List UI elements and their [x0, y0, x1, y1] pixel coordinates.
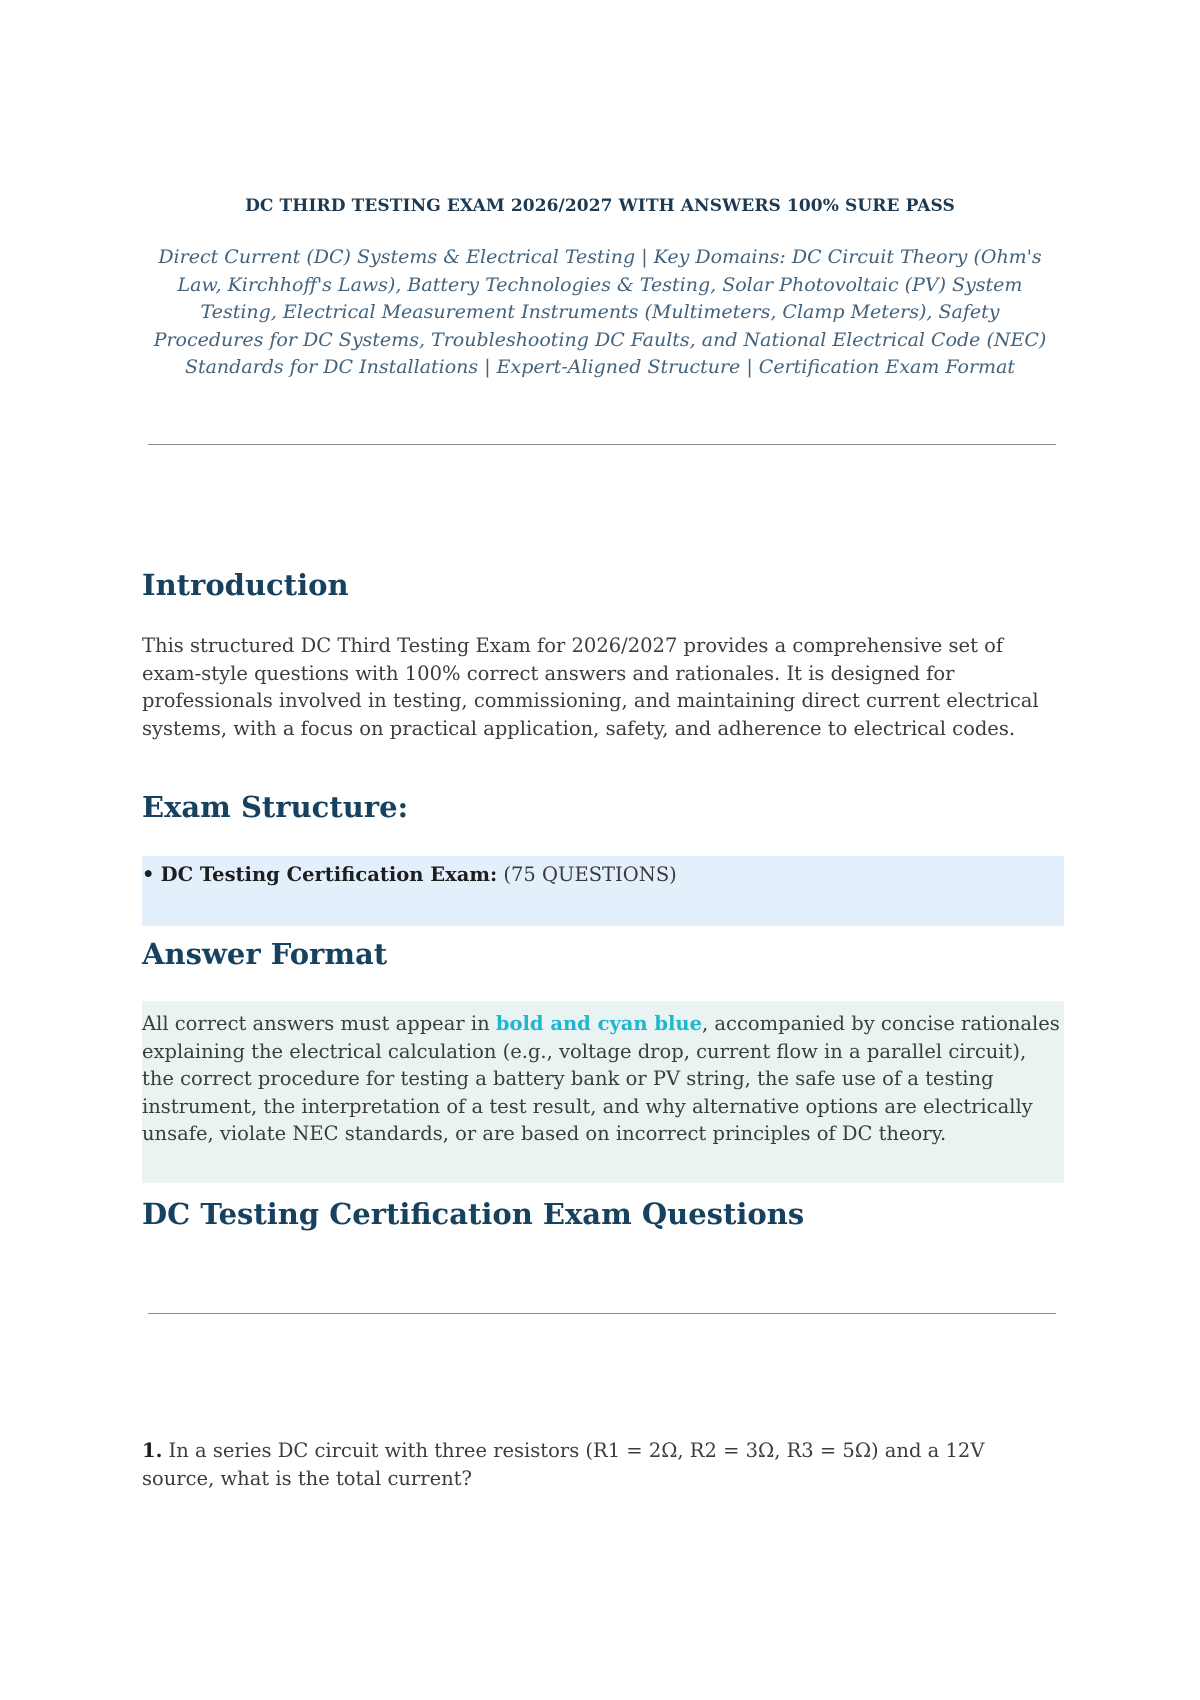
- document-title: DC THIRD TESTING EXAM 2026/2027 WITH ANSWERS 100% SURE PASS: [245, 196, 955, 216]
- introduction-text: This structured DC Third Testing Exam for 2026/2027 provides a comprehensive set of exam-style questions with 100% correct answers and rationales. It is designed for professionals involved in testing, commissioning, and maintaining direct current electrical systems, with a focus on practical application, safety, and adherence to electrical codes.: [142, 634, 1039, 740]
- exam-structure-item-value: (75 QUESTIONS): [503, 863, 677, 886]
- question-item: [142, 1437, 1062, 1492]
- answer-format-heading: Answer Format: [142, 937, 388, 971]
- divider-top: [148, 444, 1056, 445]
- introduction-heading: Introduction: [142, 568, 349, 602]
- question-number: 1.: [142, 1439, 163, 1462]
- divider-bottom: [148, 1313, 1056, 1314]
- questions-section-heading: DC Testing Certification Exam Questions: [142, 1197, 805, 1231]
- answer-format-highlight: bold and cyan blue: [495, 1012, 703, 1035]
- question-text: In a series DC circuit with three resistors (R1 = 2Ω, R2 = 3Ω, R3 = 5Ω) and a 12V source, what is the total current?: [142, 1439, 985, 1490]
- document-subtitle: Direct Current (DC) Systems & Electrical Testing | Key Domains: DC Circuit Theory (Ohm's Law, Kirchhoff's Laws), Battery Technologies & Testing, Solar Photovoltaic (PV) System Testing, Electrical Measurement Instruments (Multimeters, Clamp Meters), Safety Procedures for DC Systems, Troubleshooting DC Faults, and National Electrical Code (NEC) Standards for DC Installations | Expert-Aligned Structure | Certification Exam Format: [153, 246, 1047, 378]
- bullet-marker: •: [142, 863, 155, 886]
- exam-structure-item-label: DC Testing Certification Exam:: [160, 863, 498, 886]
- exam-structure-item: [142, 863, 677, 886]
- exam-structure-heading: Exam Structure:: [142, 790, 409, 824]
- answer-format-text-start: All correct answers must appear in: [142, 1012, 496, 1035]
- answer-format-text: [142, 1010, 1062, 1148]
- answer-format-text-end: , accompanied by concise rationales explaining the electrical calculation (e.g., voltage drop, current flow in a parallel circuit), the correct procedure for testing a battery bank or PV string, the safe use of a testing instrument, the interpretation of a test result, and why alternative options are electrically unsafe, violate NEC standards, or are based on incorrect principles of DC theory.: [142, 1012, 1060, 1145]
